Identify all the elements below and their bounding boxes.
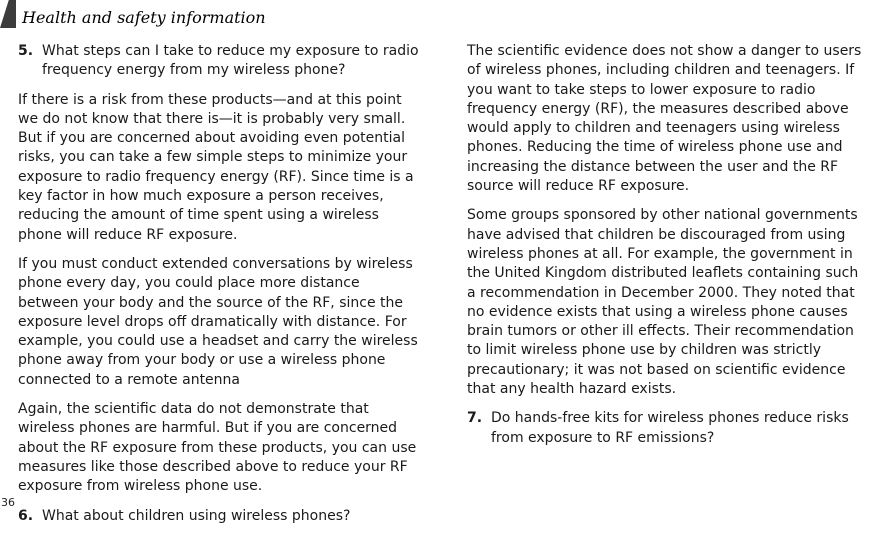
- right-column: [467, 42, 867, 458]
- section-title: Health and safety information: [22, 8, 266, 27]
- question-7: [467, 409, 867, 448]
- question-number: 7.: [467, 410, 483, 427]
- header-accent-bar: [0, 0, 16, 28]
- question-text: Do hands-free kits for wireless phones reduce risks from exposure to RF emissions?: [491, 410, 849, 446]
- paragraph: If there is a risk from these products—and at this point we do not know that there is—it is probably very small. But if you are concerned about avoiding even potential risks, you can take a few simple steps to minimize your exposure to radio frequency energy (RF). Since time is a key factor in how much exposure a person receives, reducing the amount of time spent using a wireless phone will reduce RF exposure.: [18, 91, 414, 243]
- question-text: What steps can I take to reduce my exposure to radio frequency energy from my wireless phone?: [42, 43, 419, 79]
- question-5: [18, 42, 422, 81]
- paragraph: Again, the scientific data do not demonstrate that wireless phones are harmful. But if you are concerned about the RF exposure from these products, you can use measures like those described above to reduce your RF exposure from wireless phone use.: [18, 401, 417, 495]
- paragraph: Some groups sponsored by other national governments have advised that children be discouraged from using wireless phones at all. For example, the government in the United Kingdom distributed leaflets containing such a recommendation in December 2000. They noted that no evidence exists that using a wireless phone causes brain tumors or other ill effects. Their recommendation to limit wireless phone use by children was strictly precautionary; it was not based on scientific evidence that any health hazard exists.: [467, 207, 859, 398]
- page-number: 36: [1, 496, 15, 509]
- paragraph: The scientific evidence does not show a danger to users of wireless phones, including children and teenagers. If you want to take steps to lower exposure to radio frequency energy (RF), the measures described above would apply to children and teenagers using wireless phones. Reducing the time of wireless phone use and increasing the distance between the user and the RF source will reduce RF exposure.: [467, 43, 862, 195]
- left-column: [18, 42, 422, 536]
- question-number: 5.: [18, 43, 34, 59]
- paragraph: If you must conduct extended conversations by wireless phone every day, you could place more distance between your body and the source of the RF, since the exposure level drops off dramatically with distance. For example, you could use a headset and carry the wireless phone away from your body or use a wireless phone connected to a remote antenna: [18, 255, 418, 388]
- question-number: 6.: [18, 507, 34, 524]
- question-text: What about children using wireless phones?: [42, 507, 351, 524]
- question-6: [18, 507, 422, 526]
